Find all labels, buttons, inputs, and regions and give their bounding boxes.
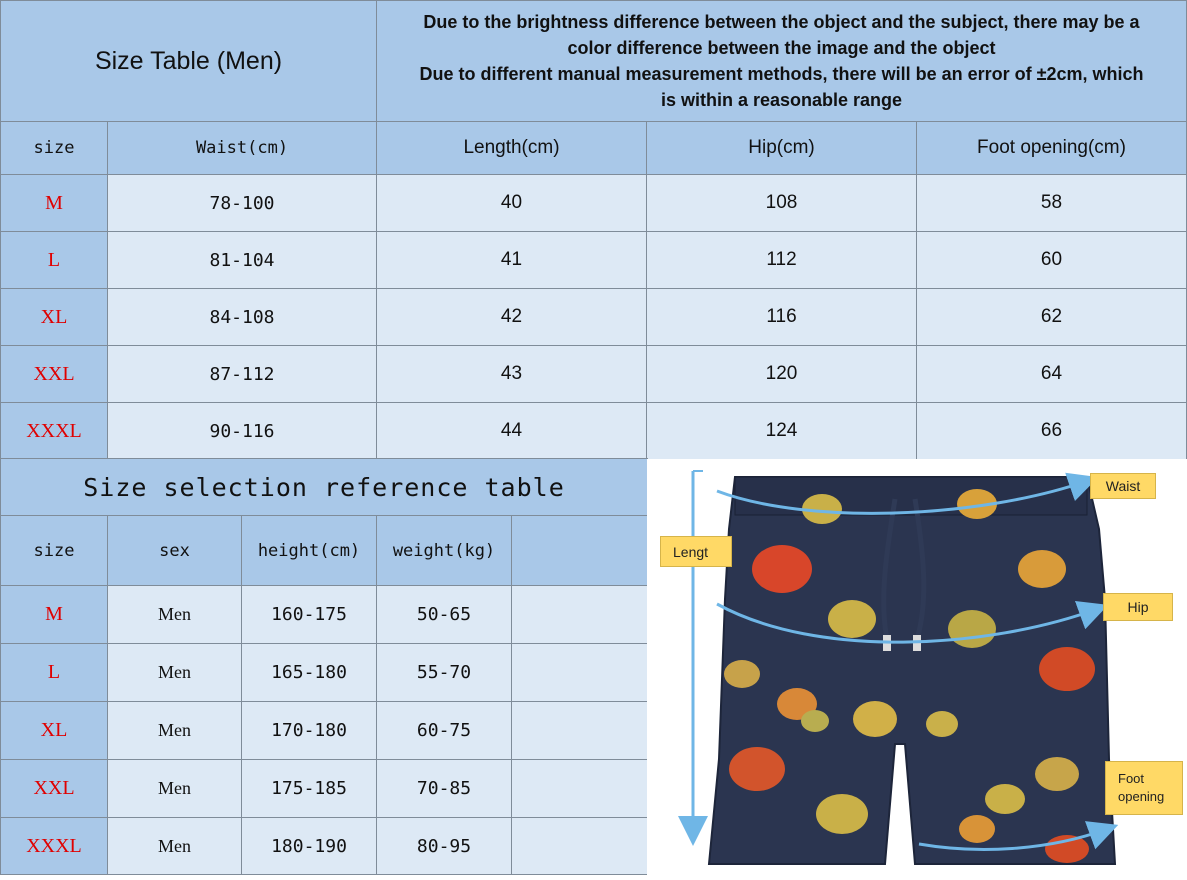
- ref-table-cell-weight: 50-65: [376, 585, 512, 644]
- ref-table-cell-height: 175-185: [241, 759, 377, 818]
- ref-table-cell-empty: [511, 701, 648, 760]
- ref-table-cell-height: 165-180: [241, 643, 377, 702]
- size-table-cell-foot-opening: 60: [916, 231, 1187, 289]
- ref-table-cell-sex: Men: [107, 759, 242, 818]
- notice-text: [376, 0, 1187, 122]
- size-table-cell-size: XL: [0, 288, 108, 346]
- size-table-cell-size: XXXL: [0, 402, 108, 460]
- ref-table-cell-weight: 80-95: [376, 817, 512, 875]
- size-table-cell-hip: 116: [646, 288, 917, 346]
- size-table-cell-waist: 87-112: [107, 345, 377, 403]
- ref-table-cell-height: 160-175: [241, 585, 377, 644]
- ref-col-header-height: height(cm): [241, 515, 377, 586]
- size-table-cell-foot-opening: 58: [916, 174, 1187, 232]
- callout-hip: Hip: [1103, 593, 1173, 621]
- notice-line-4: is within a reasonable range: [660, 90, 903, 110]
- size-table-cell-length: 43: [376, 345, 647, 403]
- ref-table-cell-empty: [511, 585, 648, 644]
- shorts-diagram: [647, 459, 1187, 875]
- size-table-cell-waist: 81-104: [107, 231, 377, 289]
- size-table-cell-hip: 124: [646, 402, 917, 460]
- ref-table-cell-empty: [511, 643, 648, 702]
- notice-line-1: Due to the brightness difference between the object and the subject, there may be a: [423, 12, 1140, 32]
- size-table-cell-hip: 112: [646, 231, 917, 289]
- callout-foot-line-2: opening: [1118, 789, 1165, 804]
- col-header-waist: Waist(cm): [107, 121, 377, 175]
- ref-table-cell-height: 180-190: [241, 817, 377, 875]
- ref-table-cell-sex: Men: [107, 585, 242, 644]
- ref-col-header-size: size: [0, 515, 108, 586]
- ref-table-cell-weight: 70-85: [376, 759, 512, 818]
- size-table-cell-size: M: [0, 174, 108, 232]
- ref-table-cell-size: M: [0, 585, 108, 644]
- size-table-cell-length: 40: [376, 174, 647, 232]
- size-table-cell-waist: 84-108: [107, 288, 377, 346]
- ref-table-cell-size: L: [0, 643, 108, 702]
- ref-table-cell-height: 170-180: [241, 701, 377, 760]
- ref-table-cell-sex: Men: [107, 643, 242, 702]
- size-table-cell-foot-opening: 62: [916, 288, 1187, 346]
- ref-table-cell-size: XL: [0, 701, 108, 760]
- ref-col-header-sex: sex: [107, 515, 242, 586]
- size-table-cell-hip: 120: [646, 345, 917, 403]
- col-header-foot-opening: Foot opening(cm): [916, 121, 1187, 175]
- callout-foot-line-1: Foot: [1118, 771, 1145, 786]
- col-header-length: Length(cm): [376, 121, 647, 175]
- col-header-hip: Hip(cm): [646, 121, 917, 175]
- ref-table-cell-sex: Men: [107, 817, 242, 875]
- size-table-cell-foot-opening: 66: [916, 402, 1187, 460]
- size-table-title: Size Table (Men): [0, 0, 377, 122]
- size-table-cell-length: 44: [376, 402, 647, 460]
- ref-table-cell-weight: 60-75: [376, 701, 512, 760]
- callout-waist: Waist: [1090, 473, 1156, 499]
- size-table-cell-length: 41: [376, 231, 647, 289]
- ref-table-cell-size: XXXL: [0, 817, 108, 875]
- ref-table-cell-size: XXL: [0, 759, 108, 818]
- callout-foot-opening: [1105, 761, 1183, 815]
- ref-table-cell-empty: [511, 759, 648, 818]
- col-header-size: size: [0, 121, 108, 175]
- size-table-cell-waist: 78-100: [107, 174, 377, 232]
- size-table-cell-hip: 108: [646, 174, 917, 232]
- ref-table-cell-empty: [511, 817, 648, 875]
- ref-table-cell-sex: Men: [107, 701, 242, 760]
- notice-line-3: Due to different manual measurement methods, there will be an error of ±2cm, which: [419, 64, 1144, 84]
- notice-line-2: color difference between the image and the object: [567, 38, 996, 58]
- ref-col-header-weight: weight(kg): [376, 515, 512, 586]
- size-table-cell-length: 42: [376, 288, 647, 346]
- size-table-cell-size: L: [0, 231, 108, 289]
- ref-col-header-empty: [511, 515, 648, 586]
- size-table-cell-foot-opening: 64: [916, 345, 1187, 403]
- callout-length: Lengt: [660, 536, 732, 567]
- reference-table-title: Size selection reference table: [0, 458, 648, 516]
- size-table-cell-waist: 90-116: [107, 402, 377, 460]
- ref-table-cell-weight: 55-70: [376, 643, 512, 702]
- size-table-cell-size: XXL: [0, 345, 108, 403]
